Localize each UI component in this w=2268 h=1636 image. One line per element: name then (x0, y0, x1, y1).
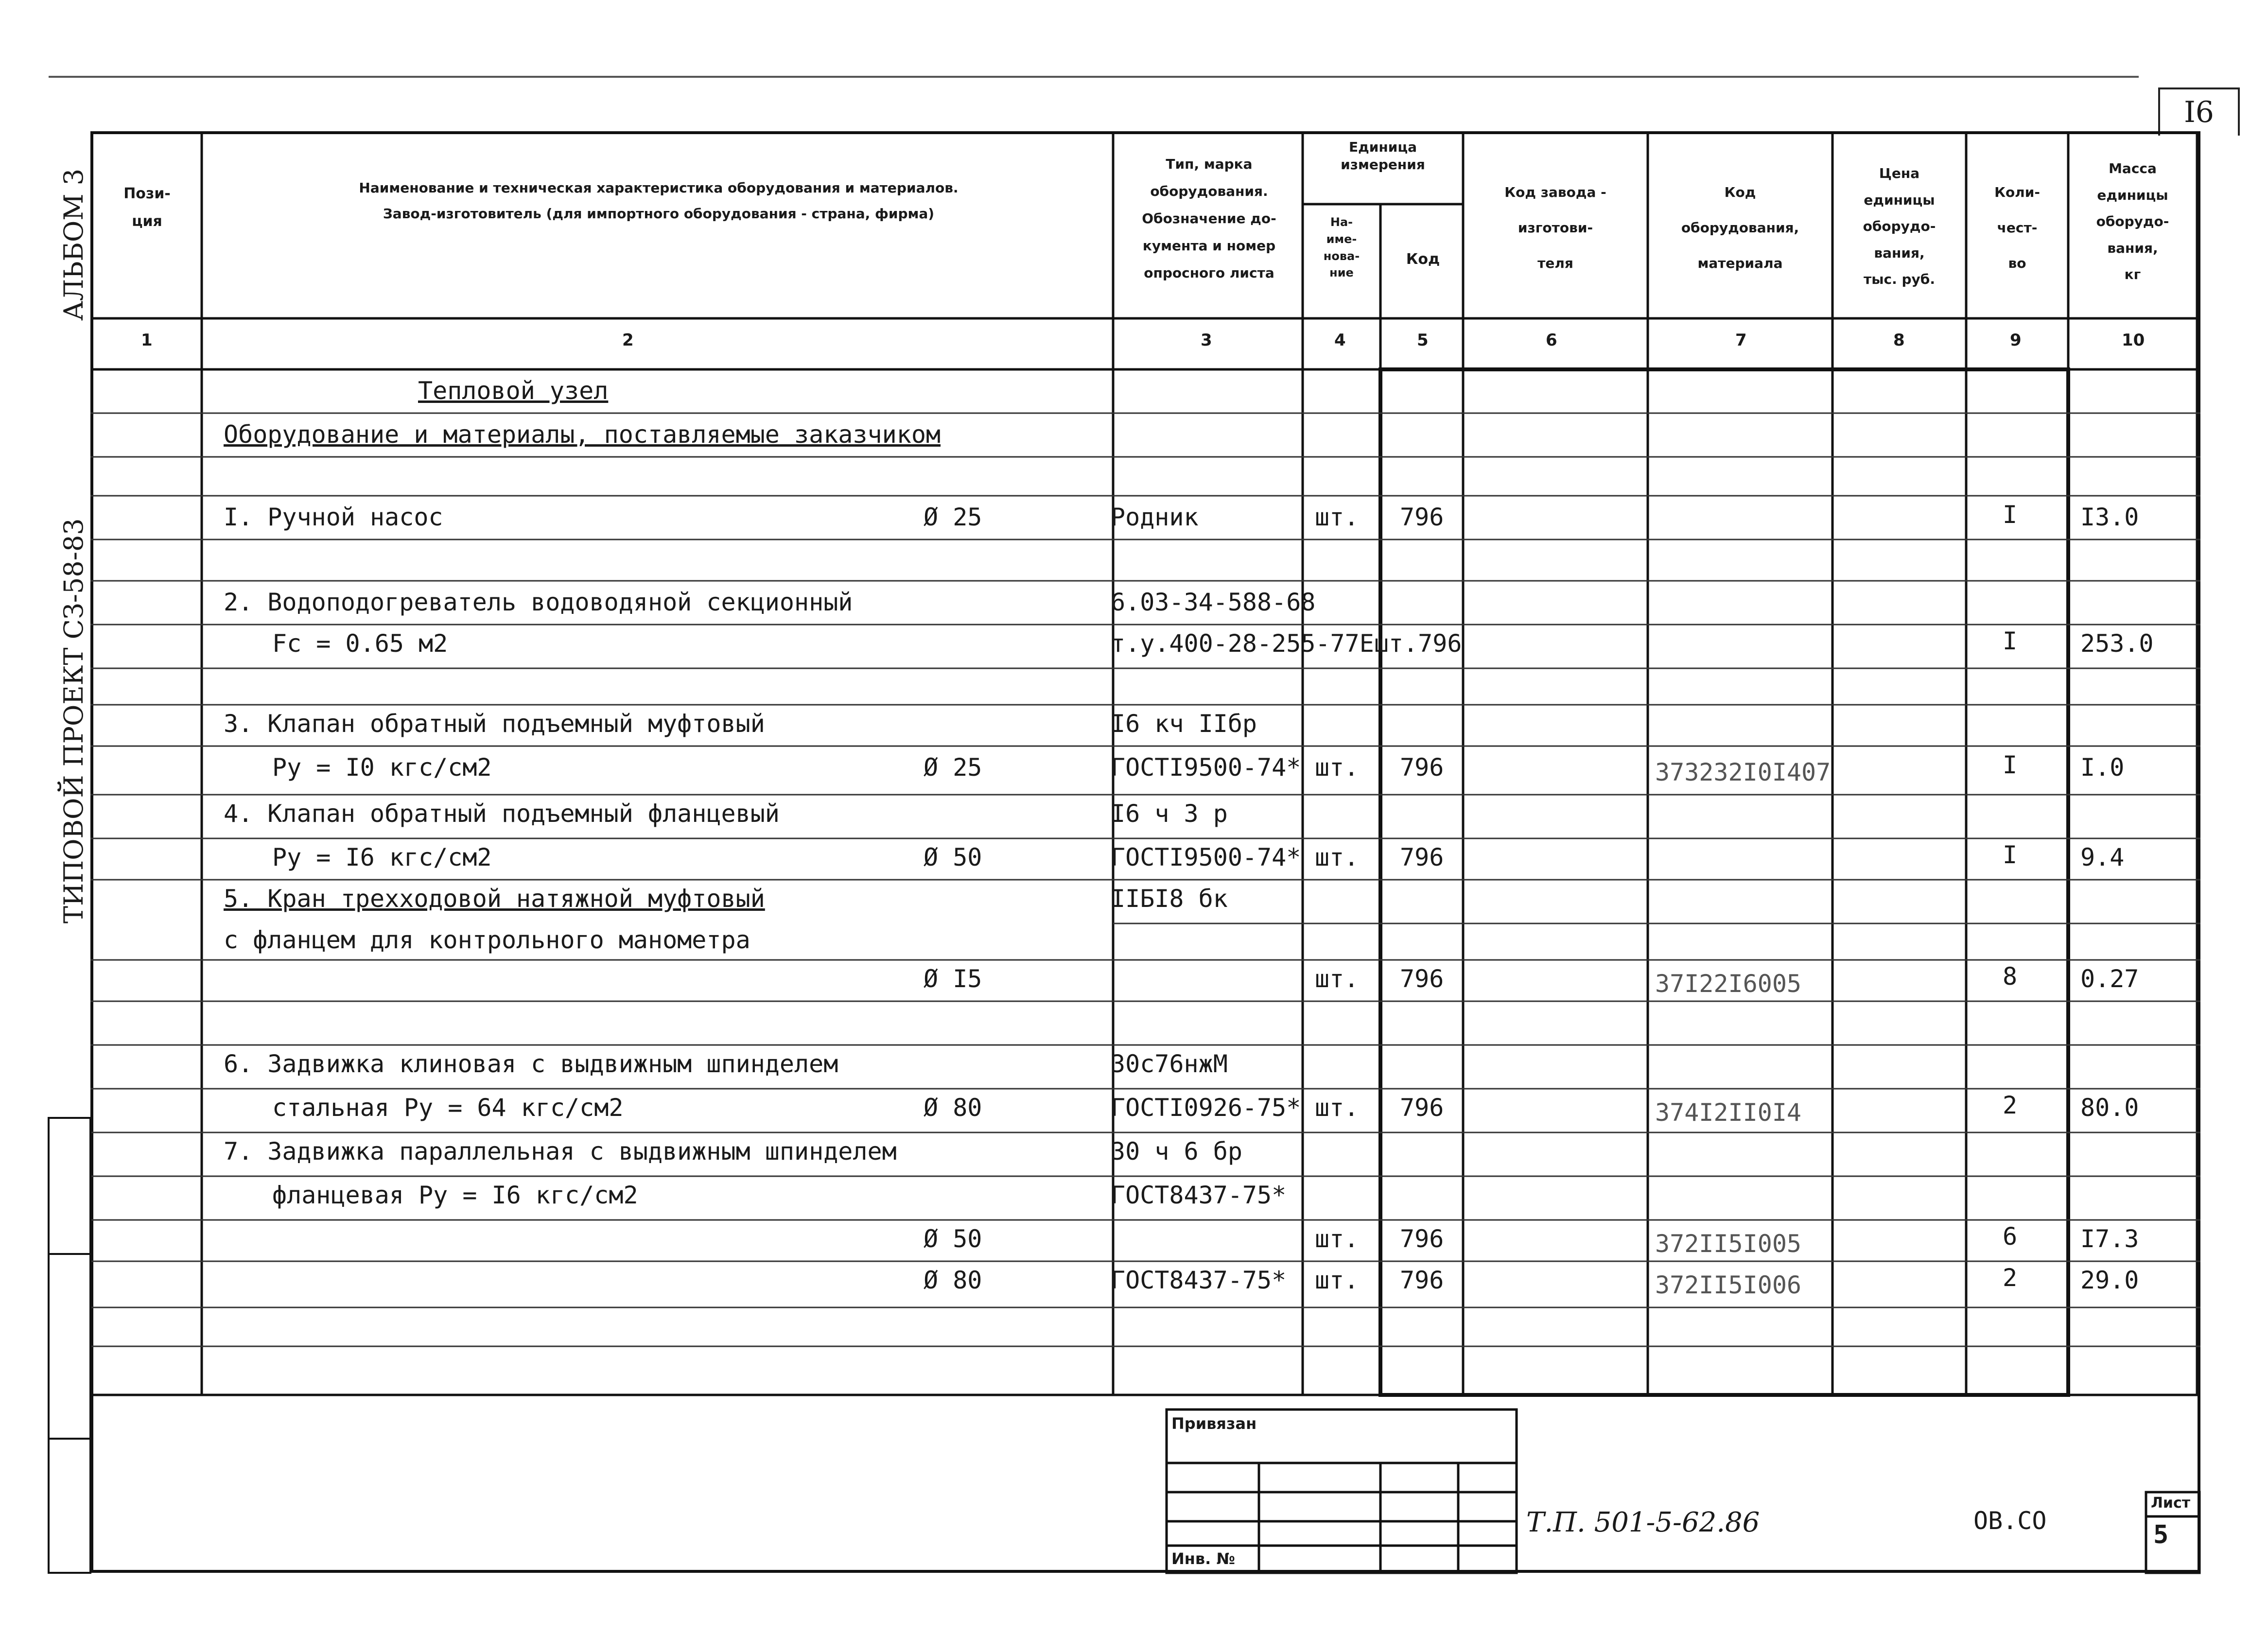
row-mass: 0.27 (2080, 965, 2139, 993)
row-type: т.у.400-28-255-77Ешт.796 (1111, 629, 1462, 658)
col-num-1: 1 (141, 331, 153, 350)
row-name: 5. Кран трехходовой натяжной муфтовый (224, 885, 765, 913)
row-name: Ру = I0 кгс/см2 (272, 753, 492, 782)
row-mass: 9.4 (2080, 843, 2125, 871)
row-type: ГОСТ8437-75* (1111, 1266, 1287, 1294)
row-equipment-code: 374I2II0I4 (1655, 1098, 1802, 1127)
row-equipment-code: 372II5I005 (1655, 1230, 1802, 1258)
row-quantity: 2 (2003, 1091, 2018, 1119)
row-name: Оборудование и материалы, поставляемые заказчиком (224, 420, 941, 449)
col-num-3: 3 (1201, 331, 1212, 350)
stamp-document-number: Т.П. 501-5-62.86 (1526, 1507, 1760, 1538)
stamp-sheet-label: Лист (2151, 1495, 2191, 1512)
stamp-inventory-label: Инв. № (1171, 1549, 1235, 1568)
col-num-4: 4 (1334, 331, 1346, 350)
row-quantity: I (2003, 751, 2018, 779)
header-equipment-code: Код оборудования, материала (1681, 184, 1799, 271)
header-unit: Единица измерения (1341, 139, 1425, 173)
row-unit-code: 796 (1400, 1094, 1444, 1122)
row-mass: 80.0 (2080, 1094, 2139, 1122)
col-num-7: 7 (1735, 331, 1747, 350)
row-equipment-code: 37I22I6005 (1655, 970, 1802, 998)
col-num-10: 10 (2122, 331, 2145, 350)
header-price: Цена единицы оборудо- вания, тыс. руб. (1863, 165, 1936, 288)
row-mass: 253.0 (2080, 629, 2154, 658)
row-unit: шт. (1315, 503, 1359, 531)
row-name: 2. Водоподогреватель водоводяной секционный (224, 588, 853, 616)
row-unit-code: 796 (1400, 1266, 1444, 1294)
row-quantity: I (2003, 501, 2018, 529)
header-unit-code: Код (1406, 251, 1440, 268)
row-diameter: Ø I5 (924, 965, 982, 993)
row-mass: I7.3 (2080, 1225, 2139, 1253)
row-diameter: Ø 80 (924, 1266, 982, 1294)
col-num-2: 2 (622, 331, 634, 350)
page-number: I6 (2158, 87, 2240, 136)
row-unit: шт. (1315, 1266, 1359, 1294)
row-diameter: Ø 25 (924, 503, 982, 531)
header-maker-code: Код завода - изготови- теля (1504, 184, 1606, 271)
row-unit: шт. (1315, 1225, 1359, 1253)
row-unit: шт. (1315, 1094, 1359, 1122)
row-diameter: Ø 50 (924, 843, 982, 871)
row-name: I. Ручной насос (224, 503, 443, 531)
row-name: стальная Ру = 64 кгс/см2 (272, 1094, 624, 1122)
col-num-9: 9 (2010, 331, 2022, 350)
col-num-6: 6 (1546, 331, 1557, 350)
row-type: ГОСТI9500-74* (1111, 843, 1301, 871)
row-name: 7. Задвижка параллельная с выдвижным шпинделем (224, 1137, 897, 1166)
row-type: I6 кч IIбр (1111, 710, 1257, 738)
row-type: ГОСТI9500-74* (1111, 753, 1301, 782)
row-diameter: Ø 80 (924, 1094, 982, 1122)
side-album-label: АЛЬБОМ 3 (58, 168, 89, 321)
row-diameter: Ø 25 (924, 753, 982, 782)
row-quantity: 2 (2003, 1264, 2018, 1292)
header-type: Тип, марка оборудования. Обозначение до- кумента и номер опросного листа (1142, 156, 1276, 281)
header-unit-name: На- име- нова- ние (1323, 215, 1360, 280)
row-type: ГОСТ8437-75* (1111, 1181, 1287, 1209)
row-name: 6. Задвижка клиновая с выдвижным шпинделем (224, 1050, 838, 1078)
row-name: 3. Клапан обратный подъемный муфтовый (224, 710, 765, 738)
col-num-8: 8 (1893, 331, 1905, 350)
row-unit-code: 796 (1400, 965, 1444, 993)
stamp-bound-label: Привязан (1171, 1414, 1257, 1433)
row-quantity: 6 (2003, 1222, 2018, 1251)
row-quantity: I (2003, 841, 2018, 869)
stamp-sheet-number: 5 (2153, 1520, 2169, 1549)
row-type: 30с76нжМ (1111, 1050, 1228, 1078)
row-equipment-code: 372II5I006 (1655, 1271, 1802, 1299)
row-mass: 29.0 (2080, 1266, 2139, 1294)
row-unit-code: 796 (1400, 753, 1444, 782)
row-mass: I3.0 (2080, 503, 2139, 531)
col-num-5: 5 (1417, 331, 1429, 350)
row-unit-code: 796 (1400, 1225, 1444, 1253)
header-name: Наименование и техническая характеристика оборудования и материалов. Завод-изготовитель (для импортного оборудования - страна, фирма) (359, 180, 959, 222)
side-project-label: ТИПОВОЙ ПРОЕКТ СЗ-58-83 (58, 518, 89, 923)
row-name: Fc = 0.65 м2 (272, 629, 448, 658)
header-position: Пози- ция (123, 185, 171, 230)
row-type: ГОСТI0926-75* (1111, 1094, 1301, 1122)
row-quantity: I (2003, 627, 2018, 655)
row-type: 30 ч 6 бр (1111, 1137, 1242, 1166)
row-mass: I.0 (2080, 753, 2125, 782)
header-quantity: Коли- чест- во (1994, 184, 2040, 271)
row-unit-code: 796 (1400, 843, 1444, 871)
row-type: 6.03-34-588-68 (1111, 588, 1316, 616)
row-type: IIБI8 бк (1111, 885, 1228, 913)
row-name: фланцевая Ру = I6 кгс/см2 (272, 1181, 638, 1209)
row-unit: шт. (1315, 753, 1359, 782)
row-type: I6 ч 3 р (1111, 800, 1228, 828)
row-diameter: Ø 50 (924, 1225, 982, 1253)
row-unit-code: 796 (1400, 503, 1444, 531)
row-type: Родник (1111, 503, 1199, 531)
row-name: с фланцем для контрольного манометра (224, 926, 750, 954)
row-name: 4. Клапан обратный подъемный фланцевый (224, 800, 780, 828)
row-name: Ру = I6 кгс/см2 (272, 843, 492, 871)
row-unit: шт. (1315, 843, 1359, 871)
row-name: Тепловой узел (418, 377, 609, 405)
row-unit: шт. (1315, 965, 1359, 993)
stamp-document-code: ОВ.СО (1973, 1507, 2047, 1535)
header-mass: Масса единицы оборудо- вания, кг (2096, 160, 2169, 283)
row-equipment-code: 373232I0I407 (1655, 758, 1831, 786)
row-quantity: 8 (2003, 962, 2018, 991)
